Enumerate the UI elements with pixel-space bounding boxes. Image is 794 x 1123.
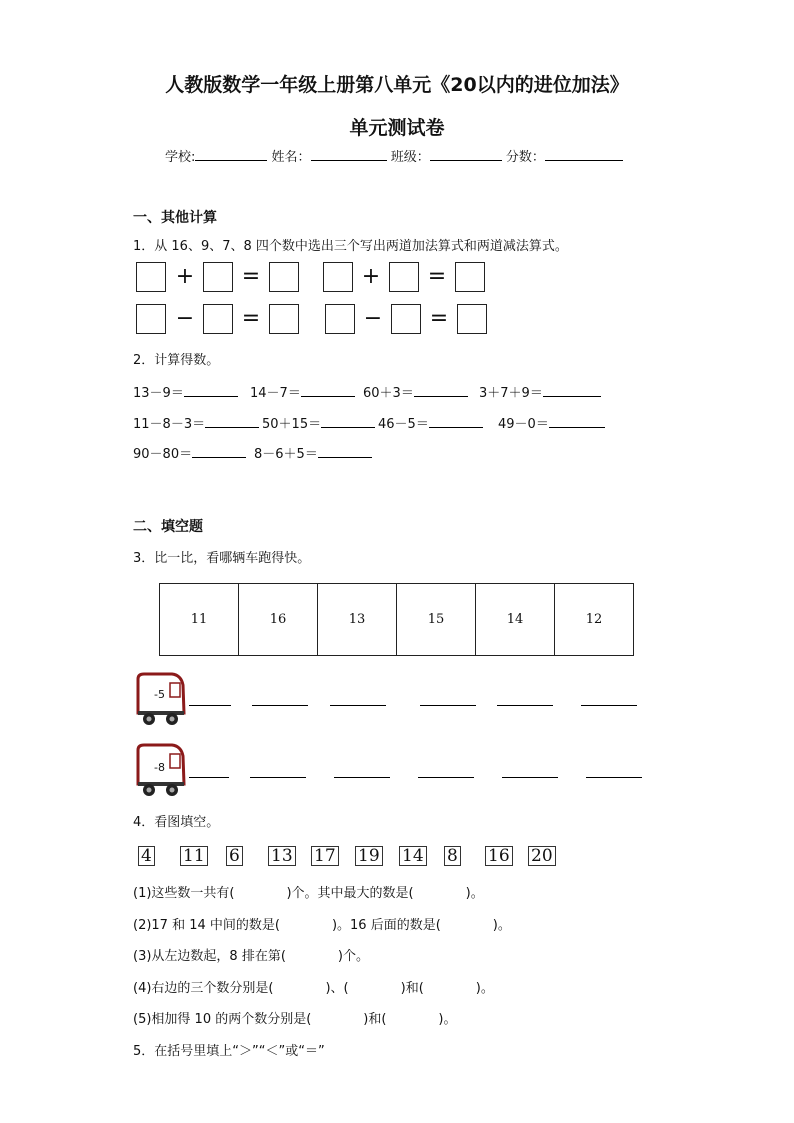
answer-blank[interactable] bbox=[586, 777, 642, 778]
answer-blank[interactable] bbox=[581, 705, 637, 706]
answer-box[interactable] bbox=[203, 262, 233, 292]
name-field[interactable] bbox=[311, 146, 387, 161]
calc-item bbox=[250, 382, 355, 401]
number-cell: 14 bbox=[476, 584, 555, 656]
calc-expression: 46－5＝ bbox=[378, 417, 429, 432]
worksheet-title-line2: 单元测试卷 bbox=[349, 117, 445, 139]
minus-sign: − bbox=[175, 306, 195, 331]
question-1-text: 1．从 16、9、7、8 四个数中选出三个写出两道加法算式和两道减法算式。 bbox=[133, 239, 568, 254]
equals-sign: = bbox=[241, 264, 261, 289]
answer-blank[interactable] bbox=[418, 777, 474, 778]
answer-box[interactable] bbox=[136, 262, 166, 292]
boxed-number: 6 bbox=[226, 846, 243, 866]
calc-answer-blank[interactable] bbox=[429, 414, 483, 428]
number-cell: 11 bbox=[160, 584, 239, 656]
class-field[interactable] bbox=[430, 146, 502, 161]
boxed-number: 14 bbox=[399, 846, 427, 866]
boxed-number: 17 bbox=[311, 846, 339, 866]
boxed-number: 4 bbox=[138, 846, 155, 866]
boxed-number: 8 bbox=[444, 846, 461, 866]
answer-blank[interactable] bbox=[189, 777, 229, 778]
number-cell: 13 bbox=[318, 584, 397, 656]
calc-answer-blank[interactable] bbox=[549, 414, 605, 428]
bus-icon bbox=[134, 742, 186, 800]
answer-blank[interactable] bbox=[497, 705, 553, 706]
answer-blank[interactable] bbox=[330, 705, 386, 706]
number-table bbox=[159, 583, 634, 656]
school-field[interactable] bbox=[195, 146, 267, 161]
answer-blank[interactable] bbox=[189, 705, 231, 706]
answer-box[interactable] bbox=[391, 304, 421, 334]
answer-blank[interactable] bbox=[252, 705, 308, 706]
calc-item bbox=[133, 382, 238, 401]
answer-box[interactable] bbox=[325, 304, 355, 334]
calc-item bbox=[262, 413, 375, 432]
calc-expression: 49－0＝ bbox=[498, 417, 549, 432]
q4-subquestion-5: (5)相加得 10 的两个数分别是( )和( )。 bbox=[133, 1012, 457, 1027]
number-cell: 12 bbox=[555, 584, 634, 656]
boxed-number: 11 bbox=[180, 846, 208, 866]
answer-box[interactable] bbox=[389, 262, 419, 292]
name-label: 姓名： bbox=[271, 150, 311, 165]
question-3-text: 3．比一比，看哪辆车跑得快。 bbox=[133, 551, 311, 566]
answer-box[interactable] bbox=[323, 262, 353, 292]
calc-answer-blank[interactable] bbox=[205, 414, 259, 428]
calc-expression: 13－9＝ bbox=[133, 386, 184, 401]
number-cell: 15 bbox=[397, 584, 476, 656]
calc-answer-blank[interactable] bbox=[414, 383, 468, 397]
bus-label: -8 bbox=[154, 761, 165, 774]
answer-box[interactable] bbox=[455, 262, 485, 292]
answer-blank[interactable] bbox=[502, 777, 558, 778]
calc-expression: 3＋7＋9＝ bbox=[479, 386, 543, 401]
answer-box[interactable] bbox=[457, 304, 487, 334]
calc-item bbox=[133, 413, 259, 432]
calc-expression: 90－80＝ bbox=[133, 447, 193, 462]
calc-answer-blank[interactable] bbox=[192, 444, 246, 458]
calc-item bbox=[254, 443, 372, 462]
answer-box[interactable] bbox=[269, 262, 299, 292]
q4-subquestion-1: (1)这些数一共有( )个。其中最大的数是( )。 bbox=[133, 886, 484, 901]
calc-item bbox=[133, 443, 246, 462]
calc-answer-blank[interactable] bbox=[301, 383, 355, 397]
equals-sign: = bbox=[429, 306, 449, 331]
calc-item bbox=[498, 413, 605, 432]
calc-item bbox=[378, 413, 483, 432]
answer-box[interactable] bbox=[269, 304, 299, 334]
plus-sign: + bbox=[361, 264, 381, 289]
q4-subquestion-4: (4)右边的三个数分别是( )、( )和( )。 bbox=[133, 981, 494, 996]
score-field[interactable] bbox=[545, 146, 623, 161]
boxed-number: 16 bbox=[485, 846, 513, 866]
calc-answer-blank[interactable] bbox=[543, 383, 601, 397]
bus-label: -5 bbox=[154, 688, 165, 701]
question-5-text: 5．在括号里填上“＞”“＜”或“＝” bbox=[133, 1044, 325, 1059]
school-label: 学校: bbox=[165, 150, 196, 165]
calc-answer-blank[interactable] bbox=[318, 444, 372, 458]
question-4-text: 4．看图填空。 bbox=[133, 815, 220, 830]
equals-sign: = bbox=[427, 264, 447, 289]
answer-box[interactable] bbox=[136, 304, 166, 334]
equals-sign: = bbox=[241, 306, 261, 331]
calc-expression: 11－8－3＝ bbox=[133, 417, 206, 432]
worksheet-title-line1: 人教版数学一年级上册第八单元《20以内的进位加法》 bbox=[165, 74, 629, 96]
q4-subquestion-2: (2)17 和 14 中间的数是( )。16 后面的数是( )。 bbox=[133, 918, 511, 933]
class-label: 班级： bbox=[390, 150, 430, 165]
calc-answer-blank[interactable] bbox=[184, 383, 238, 397]
number-cell: 16 bbox=[239, 584, 318, 656]
calc-expression: 50＋15＝ bbox=[262, 417, 322, 432]
boxed-number: 19 bbox=[355, 846, 383, 866]
calc-item bbox=[363, 382, 468, 401]
section-heading-other-calc: 一、其他计算 bbox=[133, 210, 217, 226]
calc-item bbox=[479, 382, 601, 401]
answer-box[interactable] bbox=[203, 304, 233, 334]
q4-subquestion-3: (3)从左边数起，8 排在第( )个。 bbox=[133, 949, 369, 964]
answer-blank[interactable] bbox=[250, 777, 306, 778]
minus-sign: − bbox=[363, 306, 383, 331]
student-info-line bbox=[165, 146, 623, 165]
bus-icon bbox=[134, 671, 186, 729]
calc-expression: 60＋3＝ bbox=[363, 386, 414, 401]
boxed-number: 20 bbox=[528, 846, 556, 866]
plus-sign: + bbox=[175, 264, 195, 289]
score-label: 分数： bbox=[505, 150, 545, 165]
calc-expression: 14－7＝ bbox=[250, 386, 301, 401]
boxed-number: 13 bbox=[268, 846, 296, 866]
section-heading-fill-blanks: 二、填空题 bbox=[133, 519, 203, 535]
answer-blank[interactable] bbox=[420, 705, 476, 706]
answer-blank[interactable] bbox=[334, 777, 390, 778]
calc-expression: 8－6＋5＝ bbox=[254, 447, 318, 462]
calc-answer-blank[interactable] bbox=[321, 414, 375, 428]
question-2-text: 2．计算得数。 bbox=[133, 353, 220, 368]
